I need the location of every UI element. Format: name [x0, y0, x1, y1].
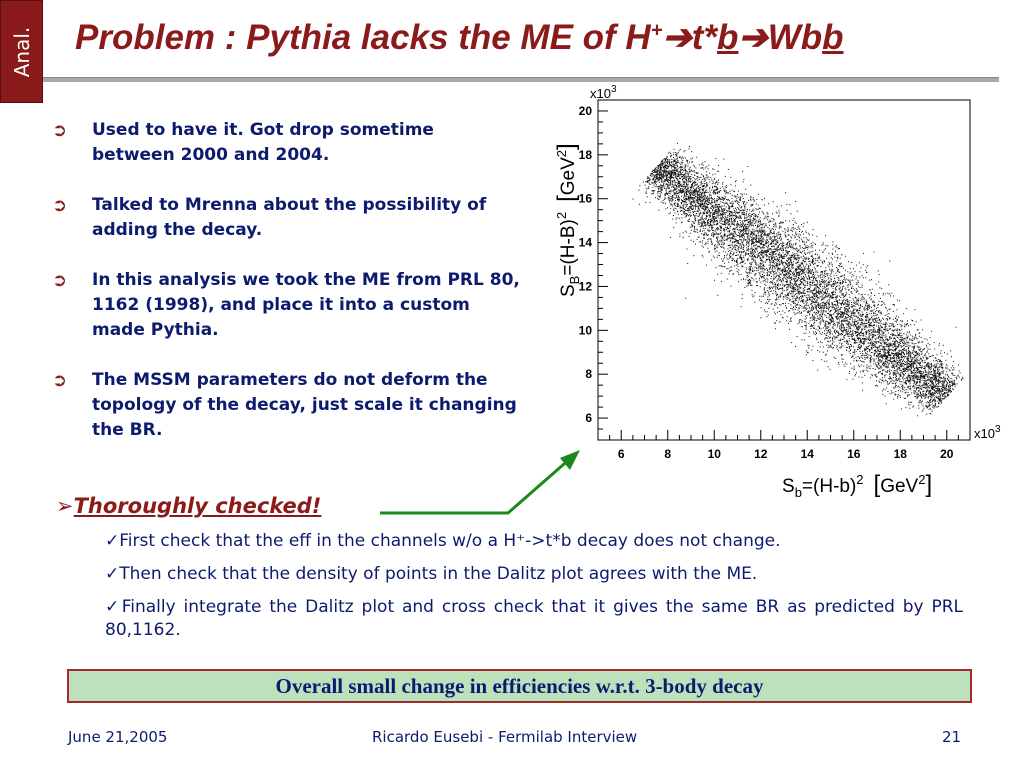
y-multiplier: $x10^3$	[590, 84, 617, 101]
arrow-icon: ➔	[662, 18, 692, 57]
footer-page-number: 21	[942, 728, 962, 746]
check-list	[105, 530, 963, 652]
checkmark-icon: ✓	[105, 531, 120, 551]
bullet-arrow-icon: ➲	[52, 195, 68, 216]
y-tick-label: 8	[585, 367, 592, 382]
section-tab	[0, 0, 43, 103]
section-tab-label: Anal.	[9, 26, 34, 77]
y-axis-label: $S_B=(H-B)^2[GeV^2]$	[553, 143, 582, 297]
y-tick-label: 20	[578, 103, 592, 118]
x-axis-label: $S_b=(H-b)^2$ [GeV$^2$]	[782, 471, 933, 500]
bullet-arrow-icon: ➲	[52, 370, 68, 391]
list-item: ➲ In this analysis we took the ME from PRL 80, 1162 (1998), and place it into a custom made Pythia.	[52, 270, 520, 340]
checked-heading: ➢Thoroughly checked!	[56, 494, 322, 518]
bullet-arrow-icon: ➲	[52, 120, 68, 141]
list-item: ✓Then check that the density of points in the Dalitz plot agrees with the ME.	[105, 564, 758, 584]
x-tick-label: 8	[664, 447, 672, 461]
list-item: ✓Finally integrate the Dalitz plot and cross check that it gives the same BR as predicted by PRL 80,1162.	[105, 597, 963, 640]
x-tick-label: 16	[847, 447, 861, 461]
footer-date: June 21,2005	[68, 728, 168, 746]
x-tick-label: 18	[893, 447, 907, 461]
footer-presenter: Ricardo Eusebi - Fermilab Interview	[372, 728, 638, 746]
x-multiplier: $x10^3$	[974, 424, 1001, 441]
y-tick-label: 12	[578, 279, 592, 294]
x-tick-label: 6	[617, 447, 625, 461]
arrow-icon: ➔	[738, 18, 768, 57]
x-tick-label: 14	[800, 447, 814, 461]
summary-box: Overall small change in efficiencies w.r.t. 3-body decay	[67, 669, 972, 703]
slide-title: Problem : Pythia lacks the ME of H+➔t*b➔Wbb	[75, 18, 844, 57]
x-tick-label: 10	[707, 447, 721, 461]
y-tick-label: 18	[578, 147, 592, 162]
x-tick-label: 20	[940, 447, 954, 461]
list-item: ➲ Talked to Mrenna about the possibility of adding the decay.	[52, 195, 487, 240]
y-tick-label: 6	[585, 411, 592, 426]
y-tick-label: 10	[578, 323, 592, 338]
list-item: ➲ Used to have it. Got drop sometime between 2000 and 2004.	[52, 120, 434, 165]
x-tick-label: 12	[754, 447, 768, 461]
arrowhead-icon: ➢	[56, 494, 74, 518]
dalitz-scatter-plot	[532, 82, 1007, 512]
list-item: ✓First check that the eff in the channels w/o a H⁺->t*b decay does not change.	[105, 531, 781, 551]
bullet-arrow-icon: ➲	[52, 270, 68, 291]
y-tick-label: 14	[578, 235, 592, 250]
y-tick-label: 16	[578, 191, 592, 206]
checkmark-icon: ✓	[105, 597, 122, 617]
checkmark-icon: ✓	[105, 564, 120, 584]
list-item: ➲ The MSSM parameters do not deform the topology of the decay, just scale it changing the BR.	[52, 370, 517, 440]
bullet-list	[52, 118, 522, 468]
